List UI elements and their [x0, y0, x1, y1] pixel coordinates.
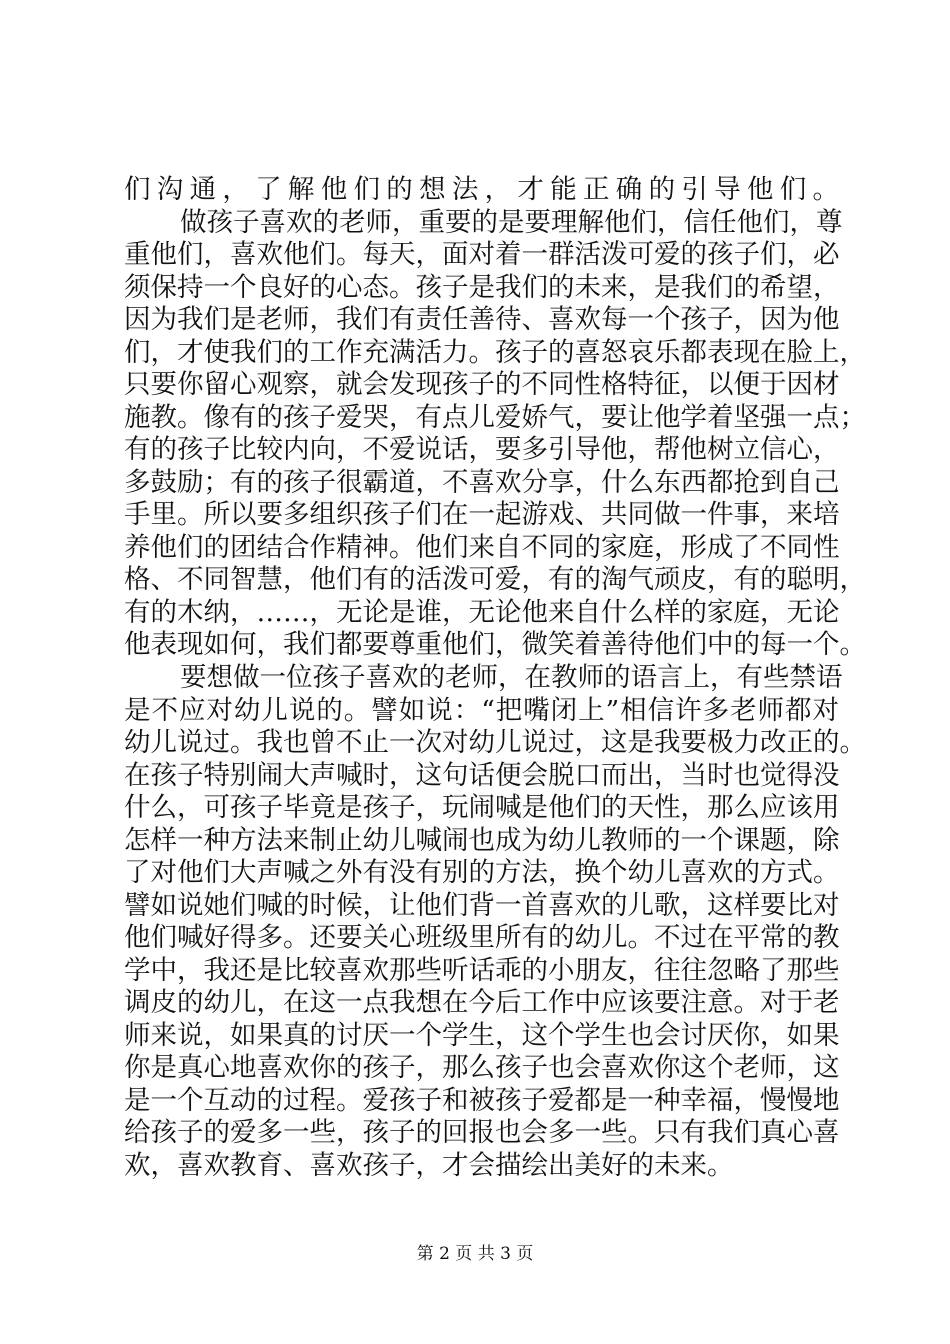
text-line: 你是真心地喜欢你的孩子，那么孩子也会喜欢你这个老师，这 [124, 1052, 840, 1083]
text-line: 有的孩子比较内向，不爱说话，要多引导他，帮他树立信心， [124, 434, 840, 465]
text-line: 养他们的团结合作精神。他们来自不同的家庭，形成了不同性 [124, 531, 840, 563]
text-line: 调皮的幼儿，在这一点我想在今后工作中应该要注意。对于老 [124, 987, 840, 1018]
text-line: 师来说，如果真的讨厌一个学生，这个学生也会讨厌你，如果 [124, 1019, 840, 1051]
text-line: 欢，喜欢教育、喜欢孩子，才会描绘出美好的未来。 [124, 1149, 734, 1181]
text-line: 们沟通，了解他们的想法，才能正确的引导他们。 [124, 174, 839, 205]
text-line: 因为我们是老师，我们有责任善待、喜欢每一个孩子，因为他 [124, 304, 840, 335]
text-line: 幼儿说过。我也曾不止一次对幼儿说过，这是我要极力改正的。 [124, 727, 866, 758]
text-line: 只要你留心观察，就会发现孩子的不同性格特征，以便于因材 [124, 369, 840, 400]
text-line: 给孩子的爱多一些，孩子的回报也会多一些。只有我们真心喜 [124, 1117, 840, 1148]
text-line: 们，才使我们的工作充满活力。孩子的喜怒哀乐都表现在脸上， [124, 336, 866, 368]
paragraph-block-2 [124, 662, 866, 1182]
text-line: 施教。像有的孩子爱哭，有点儿爱娇气，要让他学着坚强一点； [124, 401, 866, 433]
text-line: 须保持一个良好的心态。孩子是我们的未来，是我们的希望， [124, 271, 840, 303]
text-line: 学中，我还是比较喜欢那些听话乖的小朋友，往往忽略了那些 [124, 954, 840, 986]
text-line: 做孩子喜欢的老师，重要的是要理解他们，信任他们，尊 [180, 206, 843, 238]
text-line: 怎样一种方法来制止幼儿喊闹也成为幼儿教师的一个课题，除 [124, 824, 840, 856]
text-line: 他表现如何，我们都要尊重他们，微笑着善待他们中的每一个。 [124, 629, 866, 660]
text-line: 是不应对幼儿说的。譬如说：“把嘴闭上”相信许多老师都对 [124, 694, 839, 726]
page-number-footer: 第 2 页 共 3 页 [416, 1244, 534, 1264]
text-line: 要想做一位孩子喜欢的老师，在教师的语言上，有些禁语 [180, 662, 843, 693]
text-line: 重他们，喜欢他们。每天，面对着一群活泼可爱的孩子们，必 [124, 239, 840, 270]
text-line: 譬如说她们喊的时候，让他们背一首喜欢的儿歌，这样要比对 [124, 889, 840, 921]
text-line: 他们喊好得多。还要关心班级里所有的幼儿。不过在平常的教 [124, 922, 840, 953]
text-line: 了对他们大声喊之外有没有别的方法，换个幼儿喜欢的方式。 [124, 857, 840, 888]
text-line: 多鼓励；有的孩子很霸道，不喜欢分享，什么东西都抢到自己 [124, 466, 840, 498]
text-line: 格、不同智慧，他们有的活泼可爱，有的淘气顽皮，有的聪明， [124, 564, 866, 595]
text-line: 有的木纳，……，无论是谁，无论他来自什么样的家庭，无论 [124, 596, 840, 628]
text-line: 手里。所以要多组织孩子们在一起游戏、共同做一件事，来培 [124, 499, 840, 530]
text-line: 是一个互动的过程。爱孩子和被孩子爱都是一种幸福，慢慢地 [124, 1084, 840, 1116]
paragraph-block-1 [124, 174, 866, 662]
text-line: 什么，可孩子毕竟是孩子，玩闹喊是他们的天性，那么应该用 [124, 792, 840, 823]
text-line: 在孩子特别闹大声喊时，这句话便会脱口而出，当时也觉得没 [124, 759, 840, 791]
